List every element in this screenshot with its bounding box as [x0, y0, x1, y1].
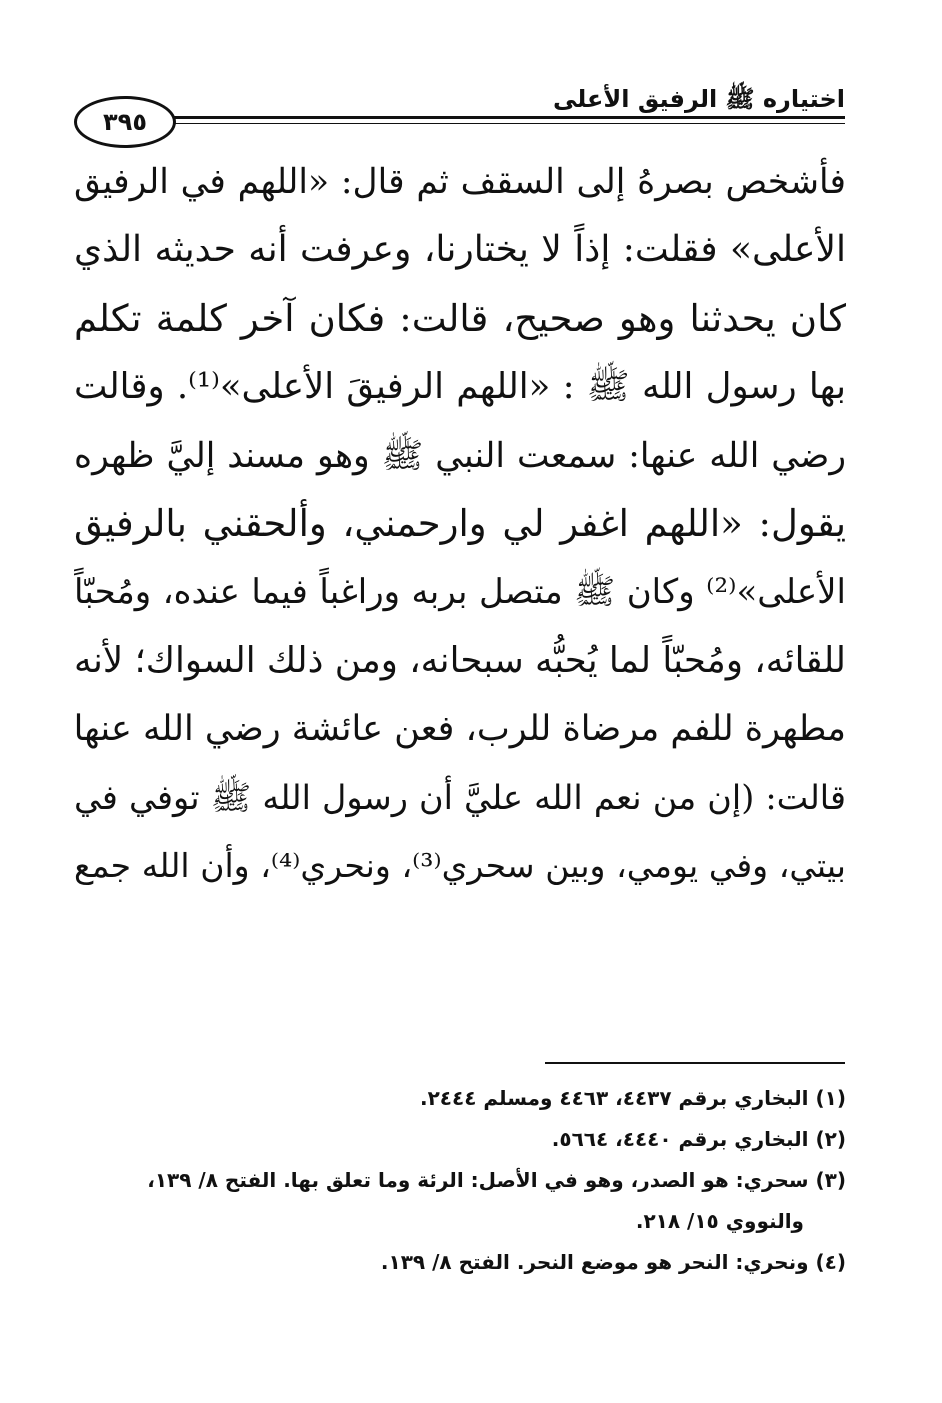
text-line: للقائه، ومُحبّاً لما يُحبُّه سبحانه، ومن ذلك السواك؛ لأنه [74, 639, 846, 681]
footnote-separator [545, 1062, 845, 1064]
text-line: رضي الله عنها: سمعت النبي ﷺ وهو مسند إليَّ ظهره [74, 435, 846, 476]
footnote-3: (٣) سحري: هو الصدر، وهو في الأصل: الرئة وما تعلق بها. الفتح ٨/ ١٣٩، [147, 1168, 846, 1192]
footnote-4: (٤) ونحري: النحر هو موضع النحر. الفتح ٨/ ١٣٩. [380, 1250, 846, 1274]
footnote-3-continuation: والنووي ١٥/ ٢١٨. [635, 1209, 804, 1233]
page-header [70, 78, 845, 148]
running-title: اختياره ﷺ الرفيق الأعلى [552, 85, 845, 113]
page-number-oval [74, 96, 176, 148]
header-rule-thick [165, 116, 845, 119]
text-line: بيتي، وفي يومي، وبين سحري⁽³⁾، ونحري⁽⁴⁾، وأن الله جمع [74, 845, 846, 885]
header-rule-thin [165, 123, 845, 124]
main-text [74, 148, 846, 900]
footnote-1: (١) البخاري برقم ٤٤٣٧، ٤٤٦٣ ومسلم ٢٤٤٤. [419, 1086, 846, 1110]
text-line: يقول: «اللهم اغفر لي وارحمني، وألحقني بالرفيق [74, 501, 846, 545]
text-line: بها رسول الله ﷺ : «اللهم الرفيقَ الأعلى»⁽¹⁾. وقالت [74, 366, 846, 408]
footnote-2: (٢) البخاري برقم ٤٤٤٠، ٥٦٦٤. [551, 1127, 846, 1151]
footnotes [74, 1078, 846, 1283]
text-line: الأعلى»⁽²⁾ وكان ﷺ متصل بربه وراغباً فيما عنده، ومُحبّاً [74, 572, 846, 613]
text-line: كان يحدثنا وهو صحيح، قالت: فكان آخر كلمة تكلم [74, 296, 846, 340]
page-number: ٣٩٥ [103, 108, 147, 136]
text-line: مطهرة للفم مرضاة للرب، فعن عائشة رضي الله عنها [74, 709, 846, 750]
text-line: قالت: (إن من نعم الله عليَّ أن رسول الله ﷺ توفي في [74, 777, 846, 817]
text-line: الأعلى» فقلت: إذاً لا يختارنا، وعرفت أنه حديثه الذي [74, 229, 846, 271]
text-line: فأشخص بصرهُ إلى السقف ثم قال: «اللهم في الرفيق [74, 162, 846, 202]
